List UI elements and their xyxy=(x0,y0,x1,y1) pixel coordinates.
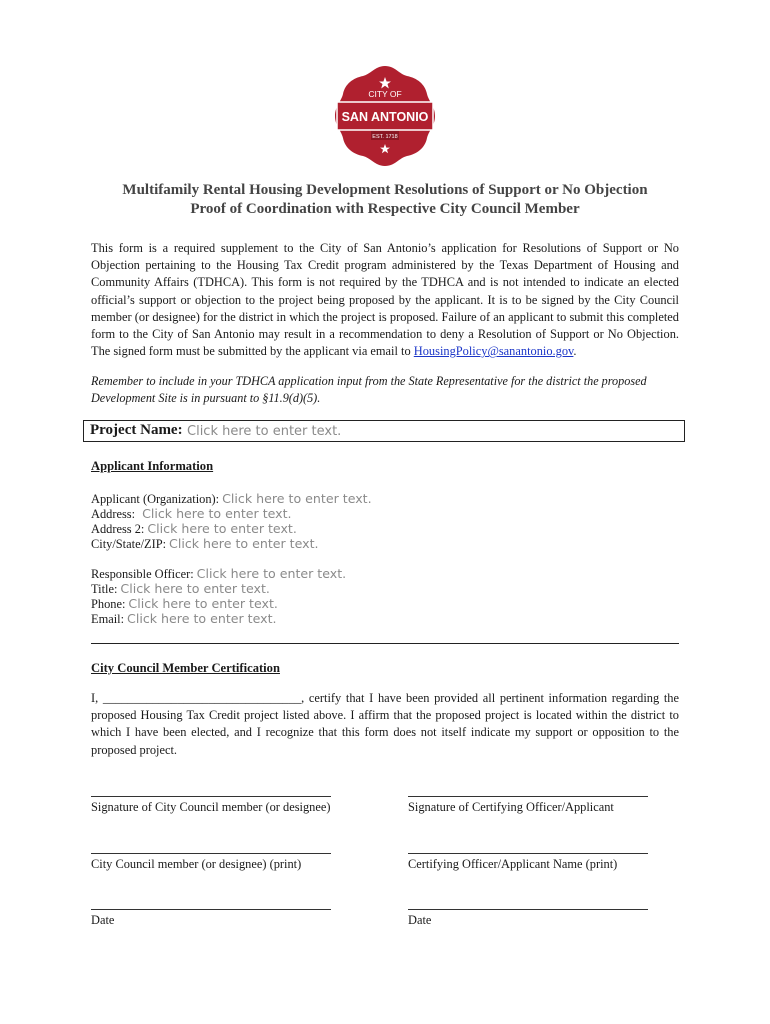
field-responsible-officer xyxy=(91,566,346,582)
field-title xyxy=(91,581,270,597)
council-date-label: Date xyxy=(91,913,115,927)
seal-est-text: EST. 1718 xyxy=(372,134,398,140)
section-divider xyxy=(91,643,679,644)
field-address xyxy=(91,506,292,522)
applicant-info-heading: Applicant Information xyxy=(91,459,214,473)
council-signature-label: Signature of City Council member (or designee) xyxy=(91,800,331,814)
field-label: Phone: xyxy=(91,597,126,611)
intro-paragraph xyxy=(91,240,679,360)
field-city-state-zip xyxy=(91,536,319,552)
project-name-field[interactable] xyxy=(83,420,685,442)
field-label: Address 2: xyxy=(91,522,145,536)
signature-line[interactable] xyxy=(408,796,648,797)
field-applicant-organization xyxy=(91,491,372,507)
field-email xyxy=(91,611,277,627)
field-label: Email: xyxy=(91,612,125,626)
field-label: Title: xyxy=(91,582,118,596)
certification-heading: City Council Member Certification xyxy=(91,661,280,675)
seal-top-text: CITY OF xyxy=(368,89,402,99)
certification-paragraph: I, ________________________________, certify that I have been provided all pertinent information regarding the proposed Housing Tax Credit project listed above. I affirm that the proposed project is located within the district to which I have been elected, and I recognize that this form does not itself indicate my support or opposition to the proposed project. xyxy=(91,691,679,757)
applicant-print-name-label: Certifying Officer/Applicant Name (print) xyxy=(408,857,618,871)
council-print-name-label: City Council member (or designee) (print) xyxy=(91,857,302,871)
document-title-line1: Multifamily Rental Housing Development Resolutions of Support or No Objection xyxy=(122,182,648,198)
applicant-signature-label: Signature of Certifying Officer/Applicant xyxy=(408,800,614,814)
field-input[interactable]: Click here to enter text. xyxy=(147,521,297,536)
field-input[interactable]: Click here to enter text. xyxy=(127,611,277,626)
intro-end: . xyxy=(573,344,577,359)
signature-line[interactable] xyxy=(408,853,648,854)
field-phone xyxy=(91,596,278,612)
project-name-label: Project Name: xyxy=(90,422,183,438)
field-input[interactable]: Click here to enter text. xyxy=(222,491,372,506)
seal-main-text: SAN ANTONIO xyxy=(341,110,429,124)
field-address-2 xyxy=(91,521,297,537)
field-input[interactable]: Click here to enter text. xyxy=(128,596,278,611)
field-input[interactable]: Click here to enter text. xyxy=(142,506,292,521)
project-name-input[interactable]: Click here to enter text. xyxy=(187,424,342,439)
field-label: City/State/ZIP: xyxy=(91,537,167,551)
field-input[interactable]: Click here to enter text. xyxy=(169,536,319,551)
signature-line[interactable] xyxy=(408,909,648,910)
signature-line[interactable] xyxy=(91,853,331,854)
field-label: Applicant (Organization): xyxy=(91,492,220,506)
applicant-date-label: Date xyxy=(408,913,432,927)
field-label: Responsible Officer: xyxy=(91,567,194,581)
signature-line[interactable] xyxy=(91,909,331,910)
document-title-line2: Proof of Coordination with Respective City Council Member xyxy=(190,201,580,217)
reminder-note: Remember to include in your TDHCA application input from the State Representative for the district the proposed Development Site is in pursuant to §11.9(d)(5). xyxy=(91,374,647,405)
city-seal-logo xyxy=(333,64,437,168)
field-input[interactable]: Click here to enter text. xyxy=(196,566,347,581)
field-input[interactable]: Click here to enter text. xyxy=(120,581,270,596)
email-link[interactable]: HousingPolicy@sanantonio.gov xyxy=(413,344,574,359)
intro-text: This form is a required supplement to the City of San Antonio’s application for Resolutions of Support or No Objection pertaining to the Housing Tax Credit program administered by the Texas Department of Housing and Community Affairs (TDHCA). This form is not required by the TDHCA and is not intended to indicate an elected official’s support or objection to the project being proposed by the applicant. It is to be signed by the City Council member (or designee) for the district in which the project is proposed. Failure of an applicant to submit this completed form to the City of San Antonio may result in a recommendation to deny a Resolution of Support or No Objection. The signed form must be submitted by the applicant via email to xyxy=(91,241,679,359)
field-label: Address: xyxy=(91,507,136,521)
signature-line[interactable] xyxy=(91,796,331,797)
